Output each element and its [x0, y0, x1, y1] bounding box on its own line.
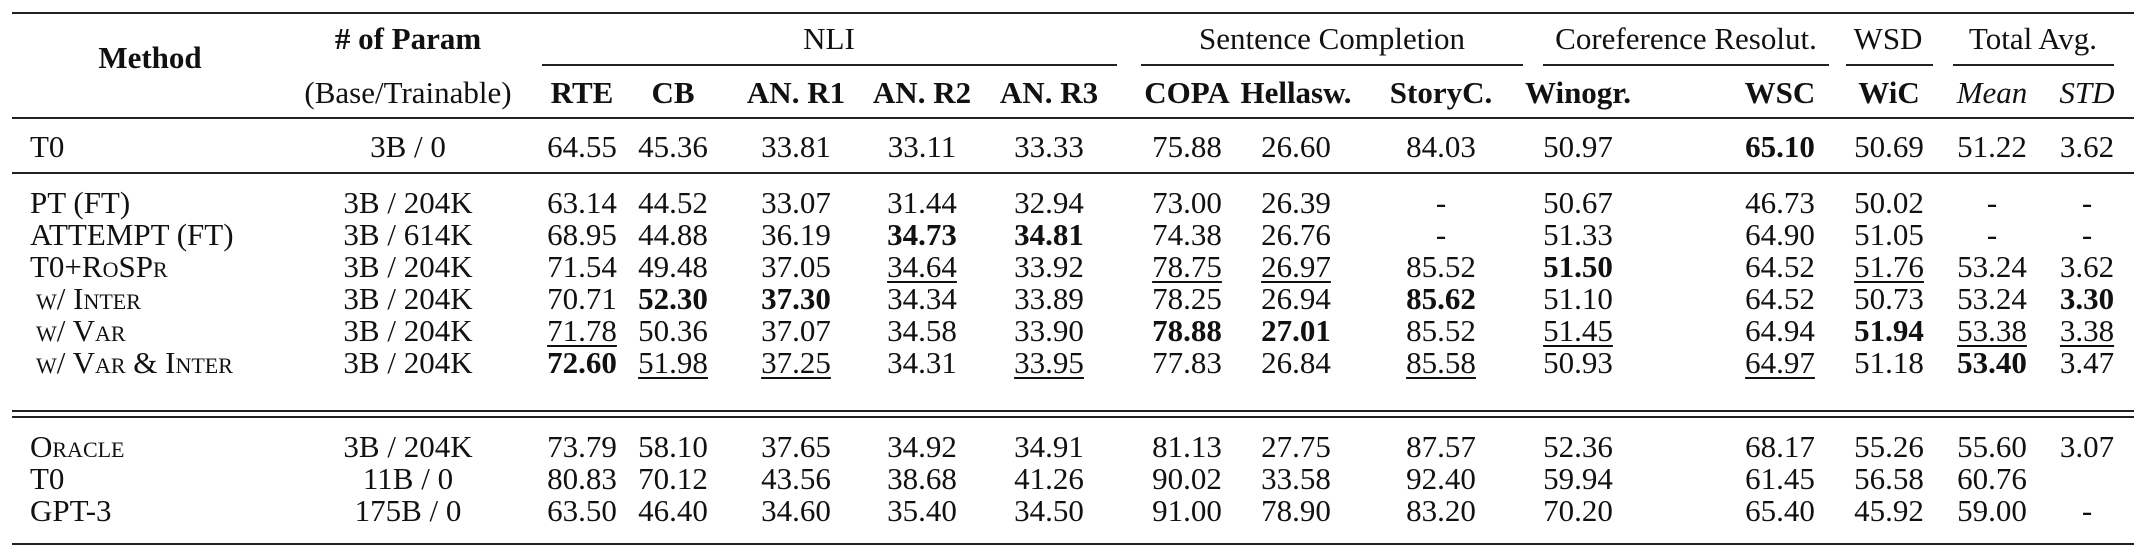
column-header: CB	[651, 75, 695, 110]
value-cell: 53.24	[1957, 281, 2027, 316]
value-cell: 34.91	[1014, 429, 1084, 464]
value-cell: 85.58	[1406, 345, 1476, 380]
value-cell: 46.40	[638, 493, 708, 528]
value-cell: 33.89	[1014, 281, 1084, 316]
value-cell: 70.71	[547, 281, 617, 316]
value-cell: 64.97	[1745, 345, 1815, 380]
value-cell: 34.92	[887, 429, 957, 464]
column-header: Mean	[1956, 75, 2028, 110]
group-total-avg: Total Avg.	[1968, 21, 2098, 56]
value-cell: 3.07	[2059, 429, 2115, 464]
param-cell: 3B / 614K	[343, 217, 473, 252]
double-rule-2	[12, 416, 2134, 418]
value-cell: 44.52	[638, 185, 708, 220]
value-cell: 71.78	[547, 313, 617, 348]
value-cell: 33.95	[1014, 345, 1084, 380]
value-cell: -	[2081, 493, 2093, 528]
value-cell: 92.40	[1406, 461, 1476, 496]
value-cell: -	[2081, 217, 2093, 252]
value-cell: -	[1435, 185, 1447, 220]
column-header: Hellasw.	[1240, 75, 1352, 110]
value-cell: 85.52	[1406, 249, 1476, 284]
value-cell: -	[1986, 217, 1998, 252]
value-cell: 44.88	[638, 217, 708, 252]
value-cell: 63.50	[547, 493, 617, 528]
value-cell: 60.76	[1957, 461, 2027, 496]
value-cell: 50.73	[1854, 281, 1924, 316]
method-cell: w/ Var & Inter	[36, 345, 233, 380]
value-cell: 50.02	[1854, 185, 1924, 220]
value-cell: 49.48	[638, 249, 708, 284]
value-cell: 51.45	[1543, 313, 1613, 348]
value-cell: 85.62	[1406, 281, 1476, 316]
value-cell: 64.52	[1745, 249, 1815, 284]
param-cell: 3B / 204K	[343, 185, 473, 220]
value-cell: 70.12	[638, 461, 708, 496]
value-cell: 68.17	[1745, 429, 1815, 464]
value-cell: 26.39	[1261, 185, 1331, 220]
column-header: StoryC.	[1389, 75, 1493, 110]
value-cell: 83.20	[1406, 493, 1476, 528]
value-cell: 3.62	[2059, 129, 2115, 164]
value-cell: 46.73	[1745, 185, 1815, 220]
column-header: STD	[2059, 75, 2115, 110]
value-cell: 34.73	[887, 217, 957, 252]
value-cell: 34.60	[761, 493, 831, 528]
group-rule-nli	[542, 64, 1117, 66]
value-cell: 51.76	[1854, 249, 1924, 284]
double-rule-1	[12, 410, 2134, 412]
column-header: AN. R3	[999, 75, 1099, 110]
value-cell: 37.30	[761, 281, 831, 316]
value-cell: 31.44	[887, 185, 957, 220]
value-cell: 36.19	[761, 217, 831, 252]
value-cell: 80.83	[547, 461, 617, 496]
value-cell: 55.26	[1854, 429, 1924, 464]
value-cell: 33.11	[887, 129, 957, 164]
method-cell: T0	[30, 129, 65, 164]
value-cell: 51.18	[1854, 345, 1924, 380]
value-cell: 26.94	[1261, 281, 1331, 316]
value-cell: 37.65	[761, 429, 831, 464]
header-rule	[12, 117, 2134, 119]
value-cell: 55.60	[1957, 429, 2027, 464]
value-cell: 51.22	[1957, 129, 2027, 164]
value-cell: 43.56	[761, 461, 831, 496]
value-cell: 3.47	[2059, 345, 2115, 380]
value-cell: 37.05	[761, 249, 831, 284]
param-cell: 3B / 204K	[343, 249, 473, 284]
value-cell: 3.62	[2059, 249, 2115, 284]
column-header: WiC	[1858, 75, 1920, 110]
header-method: Method	[98, 40, 202, 75]
value-cell: 64.55	[547, 129, 617, 164]
value-cell: 33.33	[1014, 129, 1084, 164]
value-cell: 50.36	[638, 313, 708, 348]
value-cell: 59.00	[1957, 493, 2027, 528]
value-cell: 58.10	[638, 429, 708, 464]
method-cell: w/ Inter	[36, 281, 141, 316]
column-header: Winogr.	[1525, 75, 1631, 110]
value-cell: 72.60	[547, 345, 617, 380]
value-cell: 26.84	[1261, 345, 1331, 380]
value-cell: 53.24	[1957, 249, 2027, 284]
value-cell: 27.75	[1261, 429, 1331, 464]
value-cell: 38.68	[887, 461, 957, 496]
value-cell: 90.02	[1152, 461, 1222, 496]
value-cell: 45.92	[1854, 493, 1924, 528]
value-cell: 51.10	[1543, 281, 1613, 316]
value-cell: 33.07	[761, 185, 831, 220]
value-cell: 45.36	[638, 129, 708, 164]
param-cell: 3B / 204K	[343, 345, 473, 380]
value-cell: -	[1435, 217, 1447, 252]
method-cell: GPT-3	[30, 493, 112, 528]
value-cell: 75.88	[1152, 129, 1222, 164]
group-rule-total	[1953, 64, 2114, 66]
value-cell: 64.94	[1745, 313, 1815, 348]
section-rule	[12, 172, 2134, 174]
value-cell: 33.90	[1014, 313, 1084, 348]
column-header: WSC	[1744, 75, 1816, 110]
value-cell: 65.40	[1745, 493, 1815, 528]
value-cell: 34.58	[887, 313, 957, 348]
column-header: AN. R2	[872, 75, 972, 110]
group-rule-coref	[1543, 64, 1829, 66]
value-cell: 71.54	[547, 249, 617, 284]
param-cell: 3B / 204K	[343, 429, 473, 464]
value-cell: 81.13	[1152, 429, 1222, 464]
value-cell: 78.75	[1152, 249, 1222, 284]
group-rule-wsd	[1846, 64, 1933, 66]
group-rule-sentence	[1141, 64, 1523, 66]
value-cell: 50.97	[1543, 129, 1613, 164]
value-cell: 87.57	[1406, 429, 1476, 464]
param-cell: 175B / 0	[354, 493, 462, 528]
value-cell: 32.94	[1014, 185, 1084, 220]
value-cell: 68.95	[547, 217, 617, 252]
method-cell: ATTEMPT (FT)	[30, 217, 234, 252]
method-cell: PT (FT)	[30, 185, 131, 220]
value-cell: 50.93	[1543, 345, 1613, 380]
param-cell: 3B / 0	[370, 129, 446, 164]
value-cell: 37.25	[761, 345, 831, 380]
value-cell: 33.81	[761, 129, 831, 164]
method-cell: T0	[30, 461, 65, 496]
value-cell: 50.67	[1543, 185, 1613, 220]
value-cell: 73.79	[547, 429, 617, 464]
value-cell: 3.30	[2059, 281, 2115, 316]
value-cell: 52.36	[1543, 429, 1613, 464]
value-cell: 78.25	[1152, 281, 1222, 316]
param-cell: 11B / 0	[362, 461, 454, 496]
value-cell: 37.07	[761, 313, 831, 348]
value-cell: 63.14	[547, 185, 617, 220]
value-cell: 33.92	[1014, 249, 1084, 284]
value-cell: 50.69	[1854, 129, 1924, 164]
value-cell: 70.20	[1543, 493, 1613, 528]
value-cell: 34.64	[887, 249, 957, 284]
value-cell: 61.45	[1745, 461, 1815, 496]
column-header: AN. R1	[746, 75, 846, 110]
value-cell: 64.52	[1745, 281, 1815, 316]
value-cell: 85.52	[1406, 313, 1476, 348]
value-cell: 78.90	[1261, 493, 1331, 528]
value-cell: 53.40	[1957, 345, 2027, 380]
param-cell: 3B / 204K	[343, 281, 473, 316]
group-nli: NLI	[803, 21, 855, 56]
method-cell: Oracle	[30, 429, 125, 464]
value-cell: -	[2081, 185, 2093, 220]
top-rule	[12, 12, 2134, 14]
bottom-rule	[12, 543, 2134, 545]
value-cell: 34.34	[887, 281, 957, 316]
method-cell: w/ Var	[36, 313, 126, 348]
value-cell: 35.40	[887, 493, 957, 528]
value-cell: 74.38	[1152, 217, 1222, 252]
value-cell: 56.58	[1854, 461, 1924, 496]
column-header: RTE	[550, 75, 614, 110]
value-cell: 34.31	[887, 345, 957, 380]
column-header: COPA	[1144, 75, 1230, 110]
value-cell: 59.94	[1543, 461, 1613, 496]
value-cell: 51.50	[1543, 249, 1613, 284]
value-cell: 51.94	[1854, 313, 1924, 348]
group-coreference: Coreference Resolut.	[1555, 21, 1817, 56]
value-cell: 34.81	[1014, 217, 1084, 252]
value-cell: 3.38	[2059, 313, 2115, 348]
value-cell: 84.03	[1406, 129, 1476, 164]
value-cell: 53.38	[1957, 313, 2027, 348]
value-cell: 91.00	[1152, 493, 1222, 528]
value-cell: 52.30	[638, 281, 708, 316]
header-param: # of Param	[334, 21, 482, 56]
value-cell: 73.00	[1152, 185, 1222, 220]
value-cell: 64.90	[1745, 217, 1815, 252]
value-cell: 34.50	[1014, 493, 1084, 528]
header-param-sub: (Base/Trainable)	[304, 75, 512, 110]
group-wsd: WSD	[1853, 21, 1923, 56]
value-cell: 77.83	[1152, 345, 1222, 380]
param-cell: 3B / 204K	[343, 313, 473, 348]
value-cell: 51.98	[638, 345, 708, 380]
value-cell: 41.26	[1014, 461, 1084, 496]
value-cell: 65.10	[1745, 129, 1815, 164]
value-cell: 78.88	[1152, 313, 1222, 348]
value-cell: 26.76	[1261, 217, 1331, 252]
value-cell: -	[1986, 185, 1998, 220]
value-cell: 51.33	[1543, 217, 1613, 252]
value-cell: 27.01	[1261, 313, 1331, 348]
value-cell: 33.58	[1261, 461, 1331, 496]
value-cell: 26.60	[1261, 129, 1331, 164]
method-cell: T0+RoSPr	[30, 249, 168, 284]
group-sentence-completion: Sentence Completion	[1198, 21, 1466, 56]
value-cell: 51.05	[1854, 217, 1924, 252]
value-cell: 26.97	[1261, 249, 1331, 284]
